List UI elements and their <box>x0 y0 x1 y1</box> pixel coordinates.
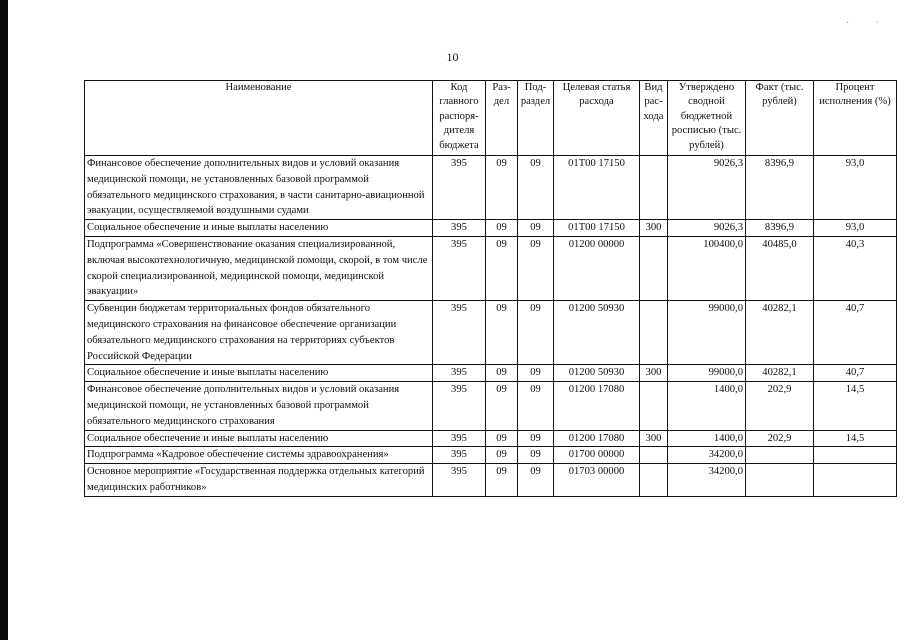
cell-approved: 9026,3 <box>668 156 746 220</box>
cell-name: Социальное обеспечение и иные выплаты населению <box>85 220 433 237</box>
cell-code: 395 <box>433 382 486 430</box>
cell-code: 395 <box>433 156 486 220</box>
cell-percent: 40,3 <box>814 236 897 300</box>
cell-kind <box>640 156 668 220</box>
col-header-fact: Факт (тыс. рублей) <box>746 81 814 156</box>
cell-section: 09 <box>486 220 518 237</box>
table-row <box>85 382 897 430</box>
cell-kind: 300 <box>640 430 668 447</box>
cell-kind <box>640 464 668 497</box>
cell-approved: 34200,0 <box>668 447 746 464</box>
cell-section: 09 <box>486 236 518 300</box>
cell-section: 09 <box>486 430 518 447</box>
cell-target: 01200 00000 <box>554 236 640 300</box>
col-header-code: Код главного распоря- дителя бюджета <box>433 81 486 156</box>
table-row <box>85 220 897 237</box>
cell-target: 01703 00000 <box>554 464 640 497</box>
cell-percent: 40,7 <box>814 301 897 365</box>
cell-fact <box>746 447 814 464</box>
col-header-section: Раз- дел <box>486 81 518 156</box>
cell-fact: 8396,9 <box>746 220 814 237</box>
cell-percent <box>814 464 897 497</box>
cell-code: 395 <box>433 430 486 447</box>
table-row <box>85 365 897 382</box>
cell-kind <box>640 301 668 365</box>
cell-kind: 300 <box>640 220 668 237</box>
cell-percent <box>814 447 897 464</box>
col-header-subsection: Под- раздел <box>518 81 554 156</box>
cell-approved: 9026,3 <box>668 220 746 237</box>
cell-target: 01Т00 17150 <box>554 156 640 220</box>
col-header-approved: Утверждено сводной бюджетной росписью (тыс. рублей) <box>668 81 746 156</box>
cell-section: 09 <box>486 447 518 464</box>
cell-subsection: 09 <box>518 430 554 447</box>
cell-percent: 93,0 <box>814 156 897 220</box>
cell-subsection: 09 <box>518 236 554 300</box>
cell-section: 09 <box>486 382 518 430</box>
scan-edge <box>0 0 8 640</box>
table-row <box>85 464 897 497</box>
cell-target: 01700 00000 <box>554 447 640 464</box>
page-number: 10 <box>446 50 459 64</box>
cell-code: 395 <box>433 365 486 382</box>
cell-fact: 40485,0 <box>746 236 814 300</box>
cell-target: 01200 50930 <box>554 301 640 365</box>
cell-target: 01200 17080 <box>554 382 640 430</box>
scan-marks: · · <box>845 18 891 29</box>
cell-section: 09 <box>486 365 518 382</box>
cell-subsection: 09 <box>518 220 554 237</box>
cell-code: 395 <box>433 447 486 464</box>
cell-name: Подпрограмма «Кадровое обеспечение системы здравоохранения» <box>85 447 433 464</box>
cell-name: Финансовое обеспечение дополнительных видов и условий оказания медицинской помощи, не установленных базовой программой обязательного медицинского страхования <box>85 382 433 430</box>
cell-percent: 40,7 <box>814 365 897 382</box>
cell-percent: 14,5 <box>814 382 897 430</box>
cell-subsection: 09 <box>518 464 554 497</box>
cell-code: 395 <box>433 220 486 237</box>
cell-approved: 1400,0 <box>668 382 746 430</box>
cell-target: 01200 50930 <box>554 365 640 382</box>
cell-percent: 14,5 <box>814 430 897 447</box>
col-header-kind: Вид рас- хода <box>640 81 668 156</box>
cell-fact <box>746 464 814 497</box>
cell-section: 09 <box>486 301 518 365</box>
cell-name: Социальное обеспечение и иные выплаты населению <box>85 430 433 447</box>
cell-section: 09 <box>486 464 518 497</box>
table-row <box>85 236 897 300</box>
cell-percent: 93,0 <box>814 220 897 237</box>
cell-fact: 202,9 <box>746 430 814 447</box>
cell-name: Финансовое обеспечение дополнительных видов и условий оказания медицинской помощи, не установленных базовой программой обязательного медицинского страхования, в части санитарно-авиационной эвакуации, осуществляемой воздушными судами <box>85 156 433 220</box>
cell-code: 395 <box>433 464 486 497</box>
budget-table <box>84 80 897 497</box>
cell-name: Основное мероприятие «Государственная поддержка отдельных категорий медицинских работников» <box>85 464 433 497</box>
cell-approved: 100400,0 <box>668 236 746 300</box>
cell-target: 01200 17080 <box>554 430 640 447</box>
cell-kind <box>640 236 668 300</box>
cell-code: 395 <box>433 236 486 300</box>
cell-approved: 99000,0 <box>668 301 746 365</box>
col-header-target: Целевая статья расхода <box>554 81 640 156</box>
cell-fact: 40282,1 <box>746 301 814 365</box>
header-row <box>85 81 897 156</box>
cell-kind: 300 <box>640 365 668 382</box>
table-row <box>85 301 897 365</box>
cell-subsection: 09 <box>518 365 554 382</box>
cell-approved: 99000,0 <box>668 365 746 382</box>
table-row <box>85 447 897 464</box>
cell-code: 395 <box>433 301 486 365</box>
cell-name: Социальное обеспечение и иные выплаты населению <box>85 365 433 382</box>
cell-kind <box>640 382 668 430</box>
cell-target: 01Т00 17150 <box>554 220 640 237</box>
cell-fact: 40282,1 <box>746 365 814 382</box>
cell-name: Субвенции бюджетам территориальных фондов обязательного медицинского страхования на финансовое обеспечение организации обязательного медицинского страхования на территориях субъектов Российской Федерации <box>85 301 433 365</box>
cell-section: 09 <box>486 156 518 220</box>
table-row <box>85 156 897 220</box>
cell-kind <box>640 447 668 464</box>
cell-fact: 8396,9 <box>746 156 814 220</box>
col-header-name: Наименование <box>85 81 433 156</box>
cell-approved: 34200,0 <box>668 464 746 497</box>
cell-subsection: 09 <box>518 447 554 464</box>
cell-subsection: 09 <box>518 382 554 430</box>
cell-subsection: 09 <box>518 156 554 220</box>
cell-subsection: 09 <box>518 301 554 365</box>
table-row <box>85 430 897 447</box>
col-header-percent: Процент исполнения (%) <box>814 81 897 156</box>
cell-approved: 1400,0 <box>668 430 746 447</box>
cell-fact: 202,9 <box>746 382 814 430</box>
cell-name: Подпрограмма «Совершенствование оказания специализированной, включая высокотехнологичную, медицинской помощи, скорой, в том числе скорой специализированной, медицинской помощи, медицинской эвакуации» <box>85 236 433 300</box>
